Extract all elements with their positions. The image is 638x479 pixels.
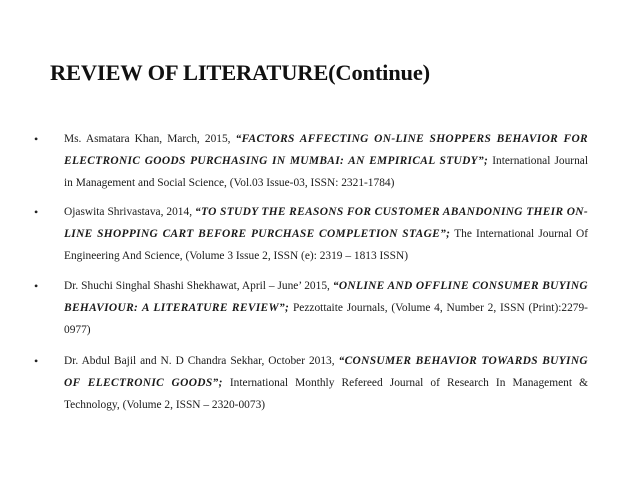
- reference-source: International Monthly Refereed Journal of Research In Management & Technology, (Volume 2, ISSN – 2320-0073): [64, 377, 588, 411]
- reference-lead: Ms. Asmatara Khan, March, 2015,: [64, 133, 236, 145]
- reference-item: [34, 275, 588, 341]
- reference-title: “TO STUDY THE REASONS FOR CUSTOMER ABANDONING THEIR ON-LINE SHOPPING CART BEFORE PURCHASE COMPLETION STAGE”;: [64, 206, 589, 240]
- reference-title: “CONSUMER BEHAVIOR TOWARDS BUYING OF ELECTRONIC GOODS”;: [64, 355, 588, 389]
- reference-lead: Dr. Abdul Bajil and N. D Chandra Sekhar, October 2013,: [64, 355, 339, 367]
- reference-source: Pezzottaite Journals, (Volume 4, Number 2, ISSN (Print):2279-0977): [64, 302, 588, 336]
- reference-lead: Dr. Shuchi Singhal Shashi Shekhawat, April – June’ 2015,: [64, 280, 333, 292]
- reference-list: [34, 128, 588, 416]
- reference-lead: Ojaswita Shrivastava, 2014,: [64, 206, 196, 218]
- bullet: •: [34, 354, 39, 368]
- bullet: •: [34, 205, 39, 219]
- reference-item: [34, 201, 588, 267]
- reference-source: International Journal in Management and Social Science, (Vol.03 Issue-03, ISSN: 2321-1784): [64, 155, 588, 189]
- slide-title: REVIEW OF LITERATURE(Continue): [50, 60, 430, 85]
- reference-item: [34, 128, 588, 194]
- reference-title: “FACTORS AFFECTING ON-LINE SHOPPERS BEHAVIOR FOR ELECTRONIC GOODS PURCHASING IN MUMBAI: AN EMPIRICAL STUDY”;: [64, 133, 588, 167]
- bullet: •: [34, 132, 39, 146]
- bullet: •: [34, 279, 39, 293]
- reference-item: [34, 350, 588, 416]
- reference-source: The International Journal Of Engineering And Science, (Volume 3 Issue 2, ISSN (e): 2319 – 1813 ISSN): [64, 228, 589, 262]
- reference-title: “ONLINE AND OFFLINE CONSUMER BUYING BEHAVIOUR: A LITERATURE REVIEW”;: [64, 280, 588, 314]
